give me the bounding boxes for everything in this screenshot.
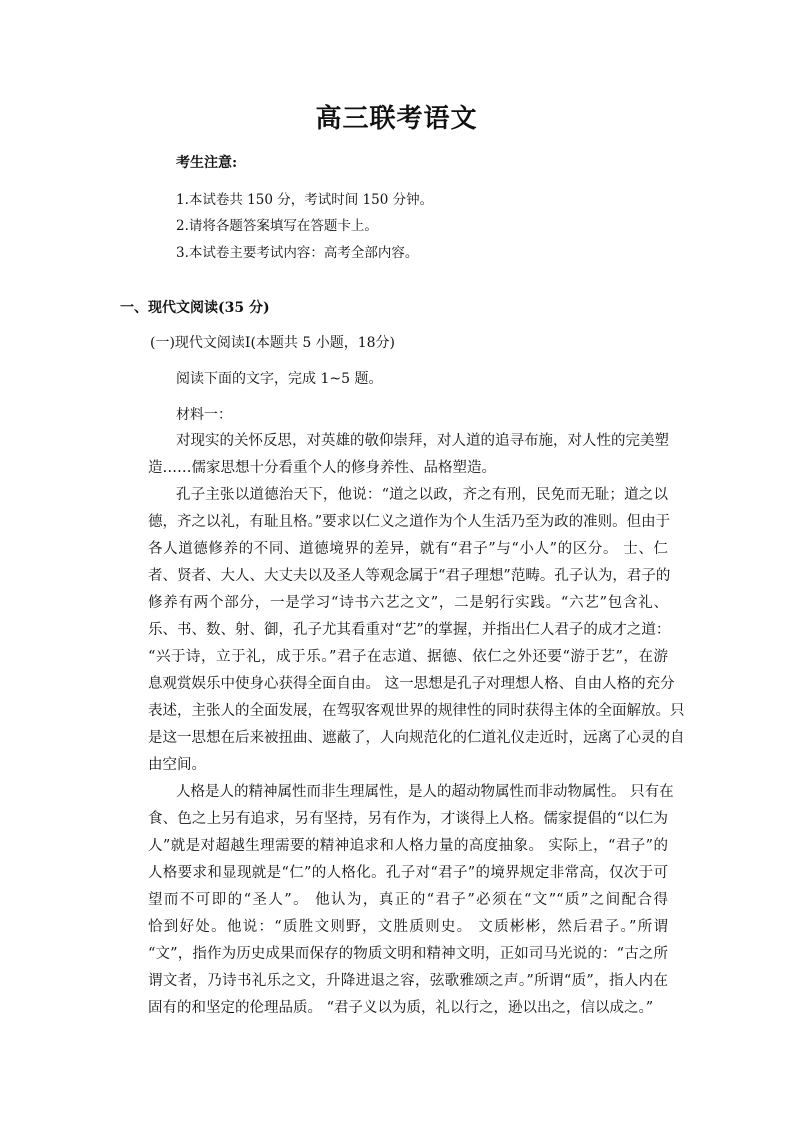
paragraph-line: 固有的和坚定的伦理品质。 “君子义以为质，礼以行之，逊以出之，信以成之。” (148, 1000, 654, 1016)
exam-title: 高三联考语文 (315, 104, 478, 134)
paragraph-line: 是这一思想在后来被扭曲、遮蔽了，人向规范化的仁道礼仪走近时，远离了心灵的自 (148, 730, 685, 746)
paragraph-line: 表述，主张人的全面发展，在驾驭客观世界的规律性的同时获得主体的全面解放。只 (148, 703, 685, 719)
paragraph-2 (148, 482, 685, 779)
paragraph-line: “兴于诗，立于礼，成于乐。”君子在志道、据德、依仁之外还要“游于艺”，在游 (148, 649, 668, 665)
material-label: 材料一： (176, 407, 232, 423)
paragraph-line: 人”就是对超越生理需要的精神追求和人格力量的高度抽象。 实际上，“君子”的 (148, 838, 668, 854)
section-heading: 一、现代文阅读(35 分) (120, 300, 270, 316)
paragraph-line: 修养有两个部分，一是学习“诗书六艺之文”，二是躬行实践。“六艺”包含礼、 (148, 595, 668, 611)
reading-instruction: 阅读下面的文字，完成 1~5 题。 (176, 371, 383, 387)
paragraph-line: 恰到好处。他说：“质胜文则野，文胜质则史。 文质彬彬，然后君子。”所谓 (148, 919, 668, 935)
paragraph-3 (148, 779, 674, 1022)
paragraph-line: 者、贤者、大人、大丈夫以及圣人等观念属于“君子理想”范畴。孔子认为，君子的 (148, 568, 671, 584)
paragraph-line: 孔子主张以道德治天下，他说：“道之以政，齐之有刑，民免而无耻；道之以 (176, 487, 668, 503)
paragraph-line: 食、色之上另有追求，另有坚持，另有作为，才谈得上人格。儒家提倡的“以仁为 (148, 811, 668, 827)
paragraph-line: 谓文者，乃诗书礼乐之文，升降进退之容，弦歌雅颂之声。”所谓“质”，指人内在 (148, 973, 668, 989)
subsection-heading: (一)现代文阅读Ⅰ(本题共 5 小题，18分) (150, 335, 395, 351)
paragraph-line: 德，齐之以礼，有耻且格。”要求以仁义之道作为个人生活乃至为政的准则。但由于 (148, 514, 671, 530)
paragraph-line: 乐、书、数、射、御，孔子尤其看重对“艺”的掌握，并指出仁人君子的成才之道： (148, 622, 671, 638)
paragraph-line: 人格要求和显现就是“仁”的人格化。孔子对“君子”的境界规定非常高，仅次于可 (148, 865, 668, 881)
notice-item: 3.本试卷主要考试内容：高考全部内容。 (176, 245, 419, 261)
paragraph-line: 由空间。 (148, 757, 206, 773)
notice-item: 2.请将各题答案填写在答题卡上。 (176, 218, 378, 234)
paragraph-line: 各人道德修养的不同、道德境界的差异，就有“君子”与“小人”的区分。 士、仁 (148, 541, 668, 557)
paragraph-line: 对现实的关怀反思，对英雄的敬仰崇拜，对人道的追寻布施，对人性的完美塑 (176, 433, 669, 449)
notice-heading: 考生注意: (176, 155, 238, 171)
paragraph-line: 息观赏娱乐中使身心获得全面自由。 这一思想是孔子对理想人格、自由人格的充分 (148, 676, 675, 692)
paragraph-1 (148, 428, 668, 482)
notice-item: 1.本试卷共 150 分，考试时间 150 分钟。 (176, 192, 434, 208)
paragraph-line: “文”，指作为历史成果而保存的物质文明和精神文明，正如司马光说的：“古之所 (148, 946, 668, 962)
paragraph-line: 造……儒家思想十分看重个人的修身养性、品格塑造。 (148, 460, 496, 476)
paragraph-line: 望而不可即的“圣人”。 他认为，真正的“君子”必须在“文”“质”之间配合得 (148, 892, 668, 908)
paragraph-line: 人格是人的精神属性而非生理属性，是人的超动物属性而非动物属性。 只有在 (176, 784, 674, 800)
